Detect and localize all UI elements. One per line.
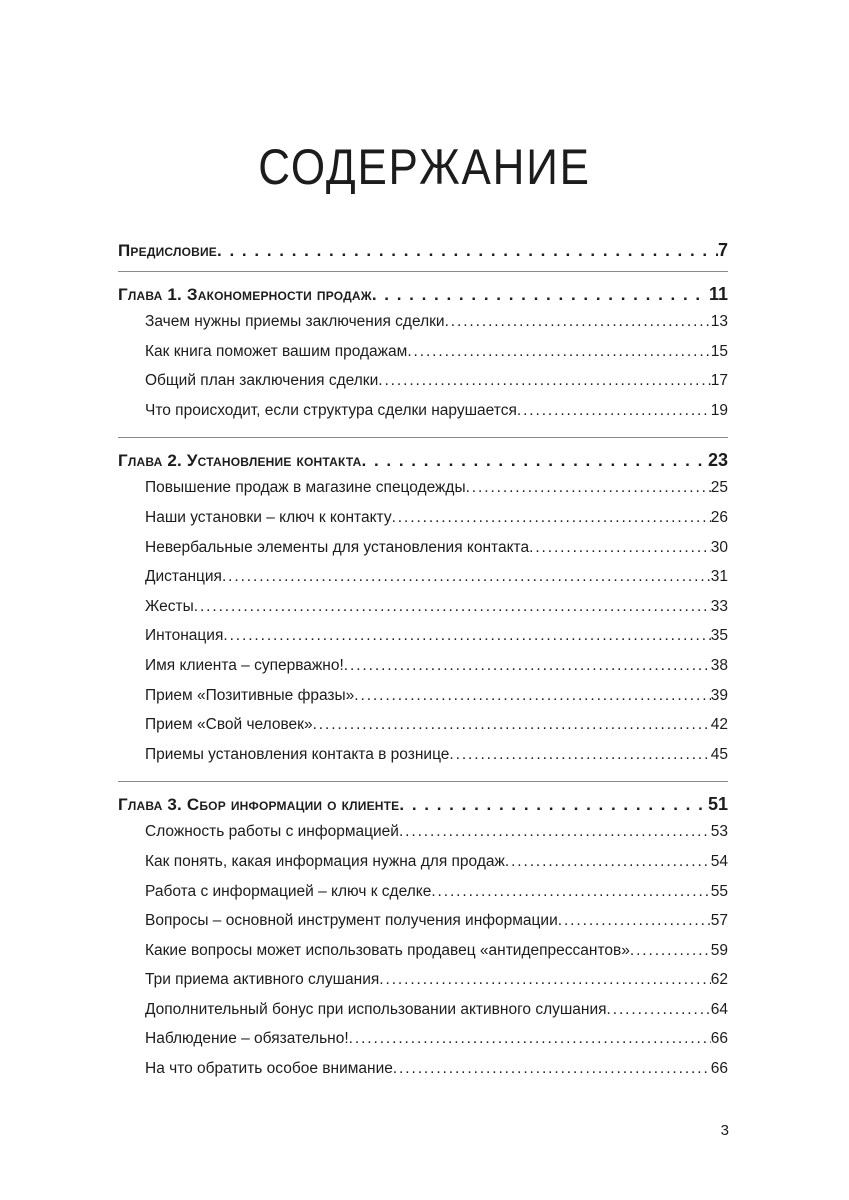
toc-section[interactable] xyxy=(118,479,728,509)
toc-entry-label: Имя клиента – суперважно! xyxy=(145,656,344,674)
toc-section[interactable] xyxy=(118,912,728,942)
divider xyxy=(118,437,728,438)
dot-leader xyxy=(378,372,711,390)
toc-entry-page: 15 xyxy=(710,342,728,360)
toc-section[interactable] xyxy=(118,313,728,343)
toc-entry-page: 19 xyxy=(710,401,728,419)
toc-entry-page: 57 xyxy=(710,912,728,930)
dot-leader xyxy=(313,716,711,734)
toc-section[interactable] xyxy=(118,971,728,1001)
dot-leader xyxy=(354,687,710,705)
toc-section[interactable] xyxy=(118,942,728,972)
dot-leader xyxy=(349,1030,711,1048)
toc-section[interactable] xyxy=(118,1030,728,1060)
dot-leader xyxy=(466,479,711,497)
toc-section[interactable] xyxy=(118,372,728,402)
toc-entry-label: Глава 1. Закономерности продаж xyxy=(118,285,372,304)
toc-entry-label: Работа с информацией – ключ к сделке xyxy=(145,882,432,900)
dot-leader xyxy=(217,241,718,261)
dot-leader xyxy=(399,823,711,841)
toc-section[interactable] xyxy=(118,343,728,373)
toc-entry-label: Наши установки – ключ к контакту xyxy=(145,508,392,526)
toc-entry-label: Зачем нужны приемы заключения сделки xyxy=(145,313,445,330)
toc-section[interactable] xyxy=(118,539,728,569)
toc-entry-label: Жесты xyxy=(145,597,194,615)
toc-entry-page: 53 xyxy=(710,823,728,841)
toc-entry-page: 66 xyxy=(710,1030,728,1048)
toc-entry-page: 42 xyxy=(710,716,728,734)
toc-entry-page: 26 xyxy=(710,508,728,526)
toc-section[interactable] xyxy=(118,716,728,746)
toc-entry-label: Повышение продаж в магазине спецодежды xyxy=(145,479,466,497)
toc-section[interactable] xyxy=(118,883,728,913)
toc-section[interactable] xyxy=(118,657,728,687)
toc-entry-label: Предисловие xyxy=(118,241,218,260)
toc-preface[interactable] xyxy=(118,240,728,269)
dot-leader xyxy=(344,657,711,675)
toc-section[interactable] xyxy=(118,627,728,657)
toc-entry-label: Невербальные элементы для установления контакта xyxy=(145,538,530,556)
toc-entry-label: Как книга поможет вашим продажам xyxy=(145,342,408,360)
dot-leader xyxy=(558,912,711,930)
toc-entry-page: 45 xyxy=(710,745,728,763)
divider xyxy=(118,781,728,782)
toc-entry-page: 33 xyxy=(710,597,728,615)
page-number: 3 xyxy=(720,1122,729,1139)
dot-leader xyxy=(445,313,711,331)
toc-entry-page: 59 xyxy=(710,941,728,959)
toc-entry-page: 11 xyxy=(708,284,728,304)
toc-chapter-1[interactable] xyxy=(118,284,728,313)
toc-entry-page: 54 xyxy=(710,852,728,870)
toc-entry-label: Как понять, какая информация нужна для продаж xyxy=(145,852,505,870)
toc-entry-label: Прием «Свой человек» xyxy=(145,716,313,734)
toc-entry-page: 23 xyxy=(707,450,728,471)
toc-section[interactable] xyxy=(118,1060,728,1090)
toc-entry-label: Три приема активного слушания xyxy=(145,971,380,989)
dot-leader xyxy=(222,568,711,586)
dot-leader xyxy=(505,853,711,871)
divider xyxy=(118,271,728,272)
toc-entry-label: Глава 2. Установление контакта xyxy=(118,451,362,471)
toc-entry-label: Сложность работы с информацией xyxy=(145,823,399,841)
dot-leader xyxy=(392,509,711,527)
toc-section[interactable] xyxy=(118,823,728,853)
dot-leader xyxy=(379,971,710,989)
dot-leader xyxy=(362,451,708,471)
toc-chapter-2[interactable] xyxy=(118,450,728,479)
dot-leader xyxy=(407,343,710,361)
toc-section[interactable] xyxy=(118,598,728,628)
toc-entry-page: 39 xyxy=(710,686,728,704)
toc-entry-label: Что происходит, если структура сделки нарушается xyxy=(145,401,517,419)
dot-leader xyxy=(223,627,710,645)
toc-entry-label: Общий план заключения сделки xyxy=(145,372,379,390)
dot-leader xyxy=(431,883,710,901)
toc-entry-label: Интонация xyxy=(145,627,224,645)
toc-entry-page: 62 xyxy=(710,971,728,989)
toc-entry-label: Вопросы – основной инструмент получения информации xyxy=(145,912,558,930)
toc-entry-page: 31 xyxy=(710,568,728,586)
toc-section[interactable] xyxy=(118,746,728,776)
dot-leader xyxy=(607,1001,711,1019)
toc-entry-label: Приемы установления контакта в рознице xyxy=(145,745,450,763)
toc-entry-page: 35 xyxy=(710,627,728,645)
toc-entry-label: Глава 3. Сбор информации о клиенте xyxy=(118,795,400,815)
toc-section[interactable] xyxy=(118,687,728,717)
toc-section[interactable] xyxy=(118,509,728,539)
page-title: СОДЕРЖАНИЕ xyxy=(258,139,591,195)
toc-chapter-3[interactable] xyxy=(118,794,728,823)
toc-entry-page: 55 xyxy=(710,882,728,900)
toc-entry-label: Прием «Позитивные фразы» xyxy=(145,686,355,704)
dot-leader xyxy=(393,1060,711,1078)
toc-entry-page: 66 xyxy=(710,1060,728,1078)
toc-entry-label: Дистанция xyxy=(145,568,222,586)
dot-leader xyxy=(630,942,711,960)
dot-leader xyxy=(449,746,710,764)
dot-leader xyxy=(517,402,711,420)
toc-section[interactable] xyxy=(118,402,728,432)
toc-entry-label: Какие вопросы может использовать продавец «антидепрессантов» xyxy=(145,941,630,959)
toc-entry-label: Дополнительный бонус при использовании активного слушания xyxy=(145,1000,607,1018)
toc-section[interactable] xyxy=(118,853,728,883)
toc-entry-page: 7 xyxy=(717,240,728,260)
dot-leader xyxy=(194,598,711,616)
dot-leader xyxy=(372,285,709,305)
dot-leader xyxy=(399,795,708,815)
toc-entry-page: 38 xyxy=(710,656,728,674)
toc-entry-page: 17 xyxy=(710,372,728,390)
toc-entry-page: 25 xyxy=(710,479,728,497)
toc-entry-page: 13 xyxy=(710,313,728,330)
toc-entry-page: 51 xyxy=(707,794,728,815)
toc-section[interactable] xyxy=(118,568,728,598)
table-of-contents xyxy=(118,240,728,1090)
toc-entry-label: На что обратить особое внимание xyxy=(145,1060,393,1078)
toc-entry-label: Наблюдение – обязательно! xyxy=(145,1030,349,1048)
toc-entry-page: 30 xyxy=(710,538,728,556)
toc-entry-page: 64 xyxy=(710,1000,728,1018)
dot-leader xyxy=(529,539,711,557)
toc-section[interactable] xyxy=(118,1001,728,1031)
